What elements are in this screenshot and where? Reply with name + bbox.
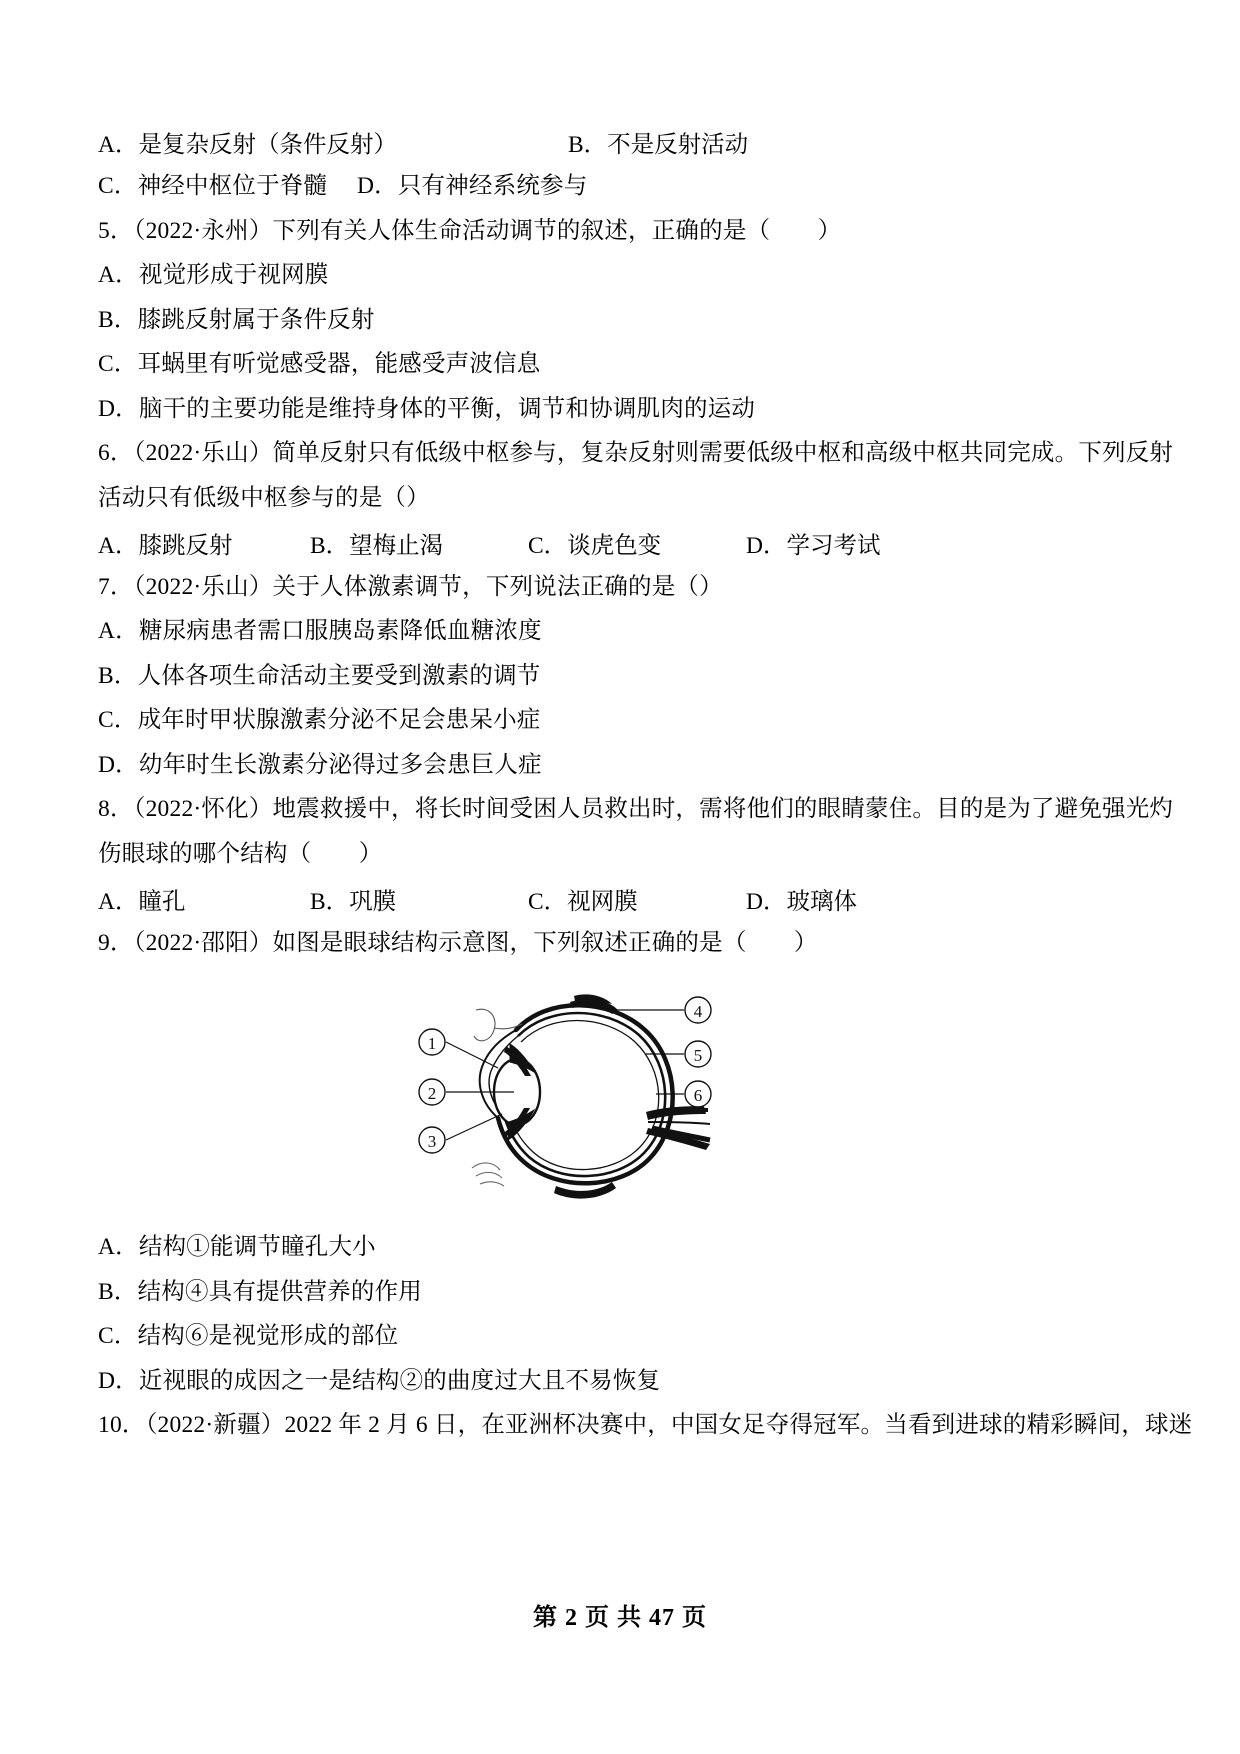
question-5: [98, 209, 1160, 254]
option-a: A．膝跳反射: [98, 532, 233, 559]
question-9-option-d: [98, 1359, 1160, 1404]
question-8: [98, 788, 1174, 833]
question-text-cont: 活动只有低级中枢参与的是（）: [98, 484, 430, 511]
option-text: A．结构①能调节瞳孔大小: [98, 1234, 376, 1260]
question-7-option-d: [98, 743, 1160, 788]
question-8-continued: [98, 832, 1160, 877]
question-5-option-b: [98, 298, 1160, 343]
question-9-option-a: [98, 1226, 1160, 1271]
svg-text:3: 3: [427, 1131, 437, 1151]
label-1: [419, 1029, 445, 1055]
option-text: B．结构④具有提供营养的作用: [98, 1278, 422, 1305]
option-b: B．不是反射活动: [568, 132, 749, 159]
label-3: [419, 1127, 445, 1153]
option-text: C．耳蜗里有听觉感受器，能感受声波信息: [98, 351, 541, 377]
page-footer-text: 第 2 页 共 47 页: [533, 1605, 707, 1631]
option-d: D．学习考试: [746, 532, 881, 559]
question-6: [98, 432, 1174, 477]
option-text: C．成年时甲状腺激素分泌不足会患呆小症: [98, 707, 541, 733]
question-10: [98, 1404, 1193, 1449]
question-text: 9．（2022·邵阳）如图是眼球结构示意图，下列叙述正确的是（ ）: [98, 929, 818, 956]
question-text: 7．（2022·乐山）关于人体激素调节，下列说法正确的是（）: [98, 573, 723, 600]
option-d: D．玻璃体: [746, 888, 857, 915]
question-text: 8．（2022·怀化）地震救援中，将长时间受困人员救出时，需将他们的眼睛蒙住。目的是为了避免强光灼: [98, 796, 1174, 822]
question-9-option-c: [98, 1315, 1160, 1360]
question-5-option-a: [98, 254, 1160, 299]
question-7-option-b: [98, 654, 1160, 699]
svg-text:6: 6: [693, 1085, 703, 1105]
option-b: B．巩膜: [310, 888, 397, 915]
question-text: 6．（2022·乐山）简单反射只有低级中枢参与，复杂反射则需要低级中枢和高级中枢共同完成。下列反射: [98, 440, 1174, 466]
question-text-cont: 伤眼球的哪个结构（ ）: [98, 840, 383, 867]
option-a: A．是复杂反射（条件反射）: [98, 132, 397, 159]
option-b: B．望梅止渴: [310, 532, 444, 559]
option-text: C．结构⑥是视觉形成的部位: [98, 1323, 399, 1349]
label-6: [685, 1081, 711, 1107]
eyeball-diagram-svg: [398, 972, 728, 1220]
svg-text:1: 1: [427, 1033, 437, 1053]
question-5-option-d: [98, 387, 1160, 432]
svg-text:2: 2: [427, 1083, 437, 1103]
page-content: [98, 120, 1193, 1448]
question-7-option-a: [98, 610, 1160, 655]
option-text: B．人体各项生命活动主要受到激素的调节: [98, 662, 541, 689]
svg-text:4: 4: [693, 1001, 703, 1021]
question-7-option-c: [98, 699, 1160, 744]
eyeball-structure-figure: [98, 972, 1160, 1222]
question-9: [98, 921, 1160, 966]
option-text: D．脑干的主要功能是维持身体的平衡，调节和协调肌肉的运动: [98, 395, 756, 422]
option-cd: C．神经中枢位于脊髓 D．只有神经系统参与: [98, 173, 588, 199]
option-text: B．膝跳反射属于条件反射: [98, 306, 375, 333]
option-row: [98, 165, 1160, 210]
option-a: A．瞳孔: [98, 888, 186, 915]
question-6-options: [98, 521, 1160, 566]
option-text: D．幼年时生长激素分泌得过多会患巨人症: [98, 751, 542, 778]
svg-text:5: 5: [693, 1045, 703, 1065]
question-text: 5．（2022·永州）下列有关人体生命活动调节的叙述，正确的是（ ）: [98, 217, 842, 244]
option-row: [98, 120, 1160, 165]
option-c: C．视网膜: [528, 888, 638, 915]
option-c: C．谈虎色变: [528, 532, 662, 559]
label-4: [685, 997, 711, 1023]
option-text: A．糖尿病患者需口服胰岛素降低血糖浓度: [98, 618, 542, 644]
option-text: A．视觉形成于视网膜: [98, 262, 329, 288]
page-footer: [0, 1597, 1240, 1632]
question-8-options: [98, 877, 1160, 922]
question-5-option-c: [98, 343, 1160, 388]
question-6-continued: [98, 476, 1160, 521]
question-text: 10．（2022·新疆）2022 年 2 月 6 日，在亚洲杯决赛中，中国女足夺得冠军。当看到进球的精彩瞬间，球迷: [98, 1412, 1193, 1438]
label-5: [685, 1041, 711, 1067]
option-text: D．近视眼的成因之一是结构②的曲度过大且不易恢复: [98, 1367, 661, 1394]
question-9-option-b: [98, 1270, 1160, 1315]
question-7: [98, 565, 1160, 610]
label-2: [419, 1079, 445, 1105]
